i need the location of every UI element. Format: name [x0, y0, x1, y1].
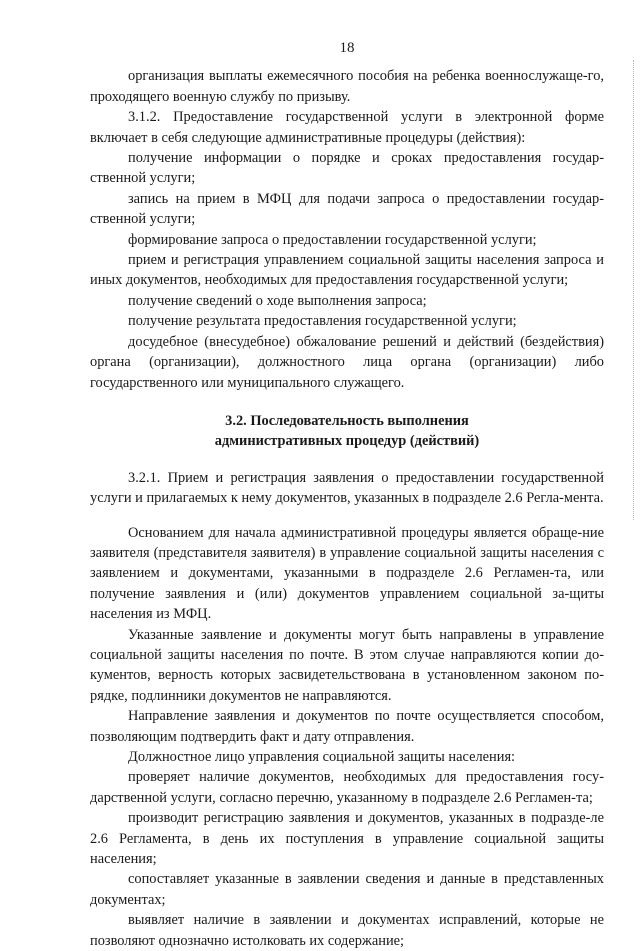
paragraph: получение информации о порядке и сроках предоставления государ-ственной услуги; — [90, 150, 604, 187]
paragraph: формирование запроса о предоставлении государственной услуги; — [128, 231, 537, 248]
paragraph: Направление заявления и документов по почте осуществляется способом, позволяющим подтвердить факт и дату отправления. — [90, 708, 604, 745]
paragraph: прием и регистрация управлением социальной защиты населения запроса и иных документов, необходимых для предоставления государственной услуги; — [90, 252, 604, 289]
paragraph: 3.2.1. Прием и регистрация заявления о предоставлении государственной услуги и прилагаемых к нему документов, указанных в подразделе 2.6 Регла-мента. — [90, 469, 604, 507]
page-number: 18 — [339, 40, 355, 56]
section-heading-line-1: 3.2. Последовательность выполнения — [225, 412, 469, 429]
paragraph: Должностное лицо управления социальной защиты населения: — [128, 749, 516, 765]
paragraph: получение сведений о ходе выполнения запроса; — [128, 292, 427, 309]
bottom-section — [90, 468, 604, 951]
paragraph: сопоставляет указанные в заявлении сведения и данные в представленных документах; — [90, 871, 604, 908]
paragraph: производит регистрацию заявления и документов, указанных в подразде-ле 2.6 Регламента, в день их поступления в управление социальной защиты населения; — [90, 810, 604, 868]
paragraph: Указанные заявление и документы могут быть направлены в управление социальной защиты населения по почте. В этом случае направляются копии до-кументов, верность которых засвидетельствована в установленном законом по-рядке, подлинники документов не направляются. — [90, 626, 604, 704]
scan-edge-marks — [631, 60, 634, 520]
paragraph: запись на прием в МФЦ для подачи запроса о предоставлении государ-ственной услуги; — [90, 190, 604, 228]
paragraph: 3.1.2. Предоставление государственной услуги в электронной форме включает в себя следующие административные процедуры (действия): — [90, 109, 604, 146]
paragraph: организация выплаты ежемесячного пособия на ребенка военнослужаще-го, проходящего военную службу по призыву. — [90, 68, 604, 105]
paragraph: Основанием для начала административной процедуры является обраще-ние заявителя (представителя заявителя) в управление социальной защиты населения с заявлением и документами, указанными в подразделе 2.6 Регламен-та, или получение заявления и (или) документов управлением социальной за-щиты населения из МФЦ. — [90, 524, 604, 623]
paragraph: выявляет наличие в заявлении и документах исправлений, которые не позволяют однозначно истолковать их содержание; — [90, 912, 604, 949]
section-heading — [90, 411, 604, 452]
paragraph: получение результата предоставления государственной услуги; — [128, 313, 517, 330]
paragraph: проверяет наличие документов, необходимых для предоставления госу-дарственной услуги, согласно перечню, указанному в подразделе 2.6 Регламен-та; — [90, 769, 604, 806]
paragraph: досудебное (внесудебное) обжалование решений и действий (бездействия) органа (организации), должностного лица органа (организации) либо государственного или муниципального служащего. — [90, 333, 604, 391]
top-section — [90, 66, 604, 393]
section-heading-line-2: административных процедур (действий) — [214, 433, 480, 450]
